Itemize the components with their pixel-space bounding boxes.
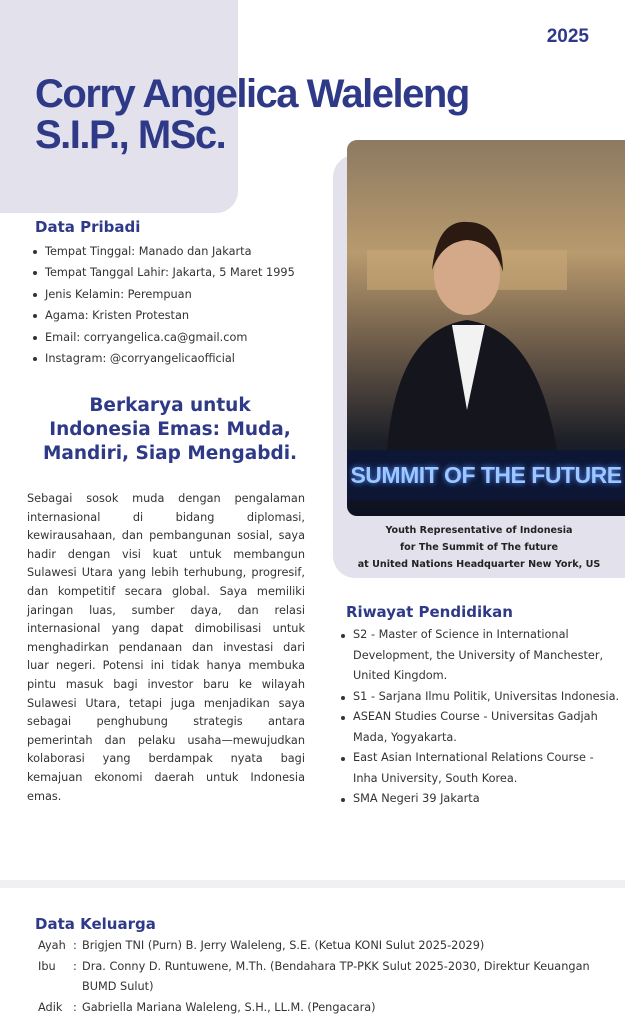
list-item: Tempat Tinggal: Manado dan Jakarta	[33, 241, 295, 262]
sign-text: SUMMIT OF THE FUTURE	[350, 461, 622, 488]
family-section	[35, 915, 615, 1018]
list-item: Tempat Tanggal Lahir: Jakarta, 5 Maret 1995	[33, 262, 295, 283]
row-label: Ibu	[38, 959, 56, 973]
slogan-line: Berkarya untuk	[89, 395, 251, 416]
person-figure	[367, 180, 567, 450]
email-item: Email: corryangelica.ca@gmail.com	[33, 327, 295, 348]
profile-photo	[347, 140, 625, 516]
caption-line: Youth Representative of Indonesia	[385, 525, 573, 536]
list-item: SMA Negeri 39 Jakarta	[341, 789, 621, 810]
table-row: Adik : Gabriella Mariana Waleleng, S.H., LL.M. (Pengacara)	[35, 998, 615, 1019]
slogan	[20, 394, 320, 466]
row-value: Dra. Conny D. Runtuwene, M.Th. (Bendahara TP-PKK Sulut 2025-2030, Direktur Keuangan BUMD Sulut)	[82, 959, 590, 993]
list-item: ASEAN Studies Course - Universitas Gadjah Mada, Yogyakarta.	[341, 707, 621, 748]
section-title: Data Keluarga	[35, 915, 156, 933]
degree-line: S.I.P., MSc.	[35, 113, 226, 157]
divider	[0, 880, 625, 888]
personal-data-section	[35, 218, 295, 369]
education-section	[346, 603, 621, 810]
photo-caption	[333, 522, 625, 573]
vision-paragraph: Sebagai sosok muda dengan pengalaman internasional di bidang diplomasi, kewirausahaan, dan pembangunan sosial, saya hadir dengan visi kuat untuk membangun Sulawesi Utara yang lebih terhubung, progresif, dan kompetitif secara global. Saya memiliki jaringan luas, sumber daya, dan relasi internasional yang dapat dimobilisasi untuk menghadirkan pendanaan dan investasi dari luar negeri. Potensi ini tidak hanya membuka pintu masuk bagi investor baru ke wilayah Sulawesi Utara, tetapi juga menjadikan saya sebagai penghubung strategis antara pemerintah dan pelaku usaha—mewujudkan kolaborasi yang berdampak nyata bagi kemajuan ekonomi daerah untuk Indonesia emas.	[27, 492, 305, 803]
row-label: Adik	[38, 1000, 63, 1014]
year-label: 2025	[546, 26, 589, 47]
slogan-line: Mandiri, Siap Mengabdi.	[42, 443, 298, 464]
table-row: Ayah : Brigjen TNI (Purn) B. Jerry Waleleng, S.E. (Ketua KONI Sulut 2025-2029)	[35, 936, 615, 957]
family-table	[35, 936, 615, 1018]
list-item: S1 - Sarjana Ilmu Politik, Universitas Indonesia.	[341, 687, 621, 708]
row-value: Gabriella Mariana Waleleng, S.H., LL.M. (Pengacara)	[82, 1000, 376, 1014]
table-row: Ibu : Dra. Conny D. Runtuwene, M.Th. (Bendahara TP-PKK Sulut 2025-2030, Direktur Keuangan BUMD Sulut)	[35, 957, 615, 998]
caption-line: at United Nations Headquarter New York, US	[357, 559, 601, 570]
section-title: Data Pribadi	[35, 218, 141, 236]
summit-sign	[347, 450, 625, 500]
name-line: Corry Angelica Waleleng	[35, 72, 469, 116]
row-label: Ayah	[38, 939, 66, 952]
list-item: S2 - Master of Science in International Development, the University of Manchester, United Kingdom.	[341, 625, 621, 687]
section-title: Riwayat Pendidikan	[346, 603, 513, 621]
list-item: East Asian International Relations Course - Inha University, South Korea.	[341, 748, 621, 789]
row-value: Brigjen TNI (Purn) B. Jerry Waleleng, S.E. (Ketua KONI Sulut 2025-2029)	[82, 939, 485, 952]
slogan-line: Indonesia Emas: Muda,	[49, 419, 291, 440]
list-item: Agama: Kristen Protestan	[33, 305, 295, 326]
instagram-item: Instagram: @corryangelicaofficial	[33, 348, 295, 369]
caption-line: for The Summit of The future	[400, 542, 558, 553]
list-item: Jenis Kelamin: Perempuan	[33, 284, 295, 305]
